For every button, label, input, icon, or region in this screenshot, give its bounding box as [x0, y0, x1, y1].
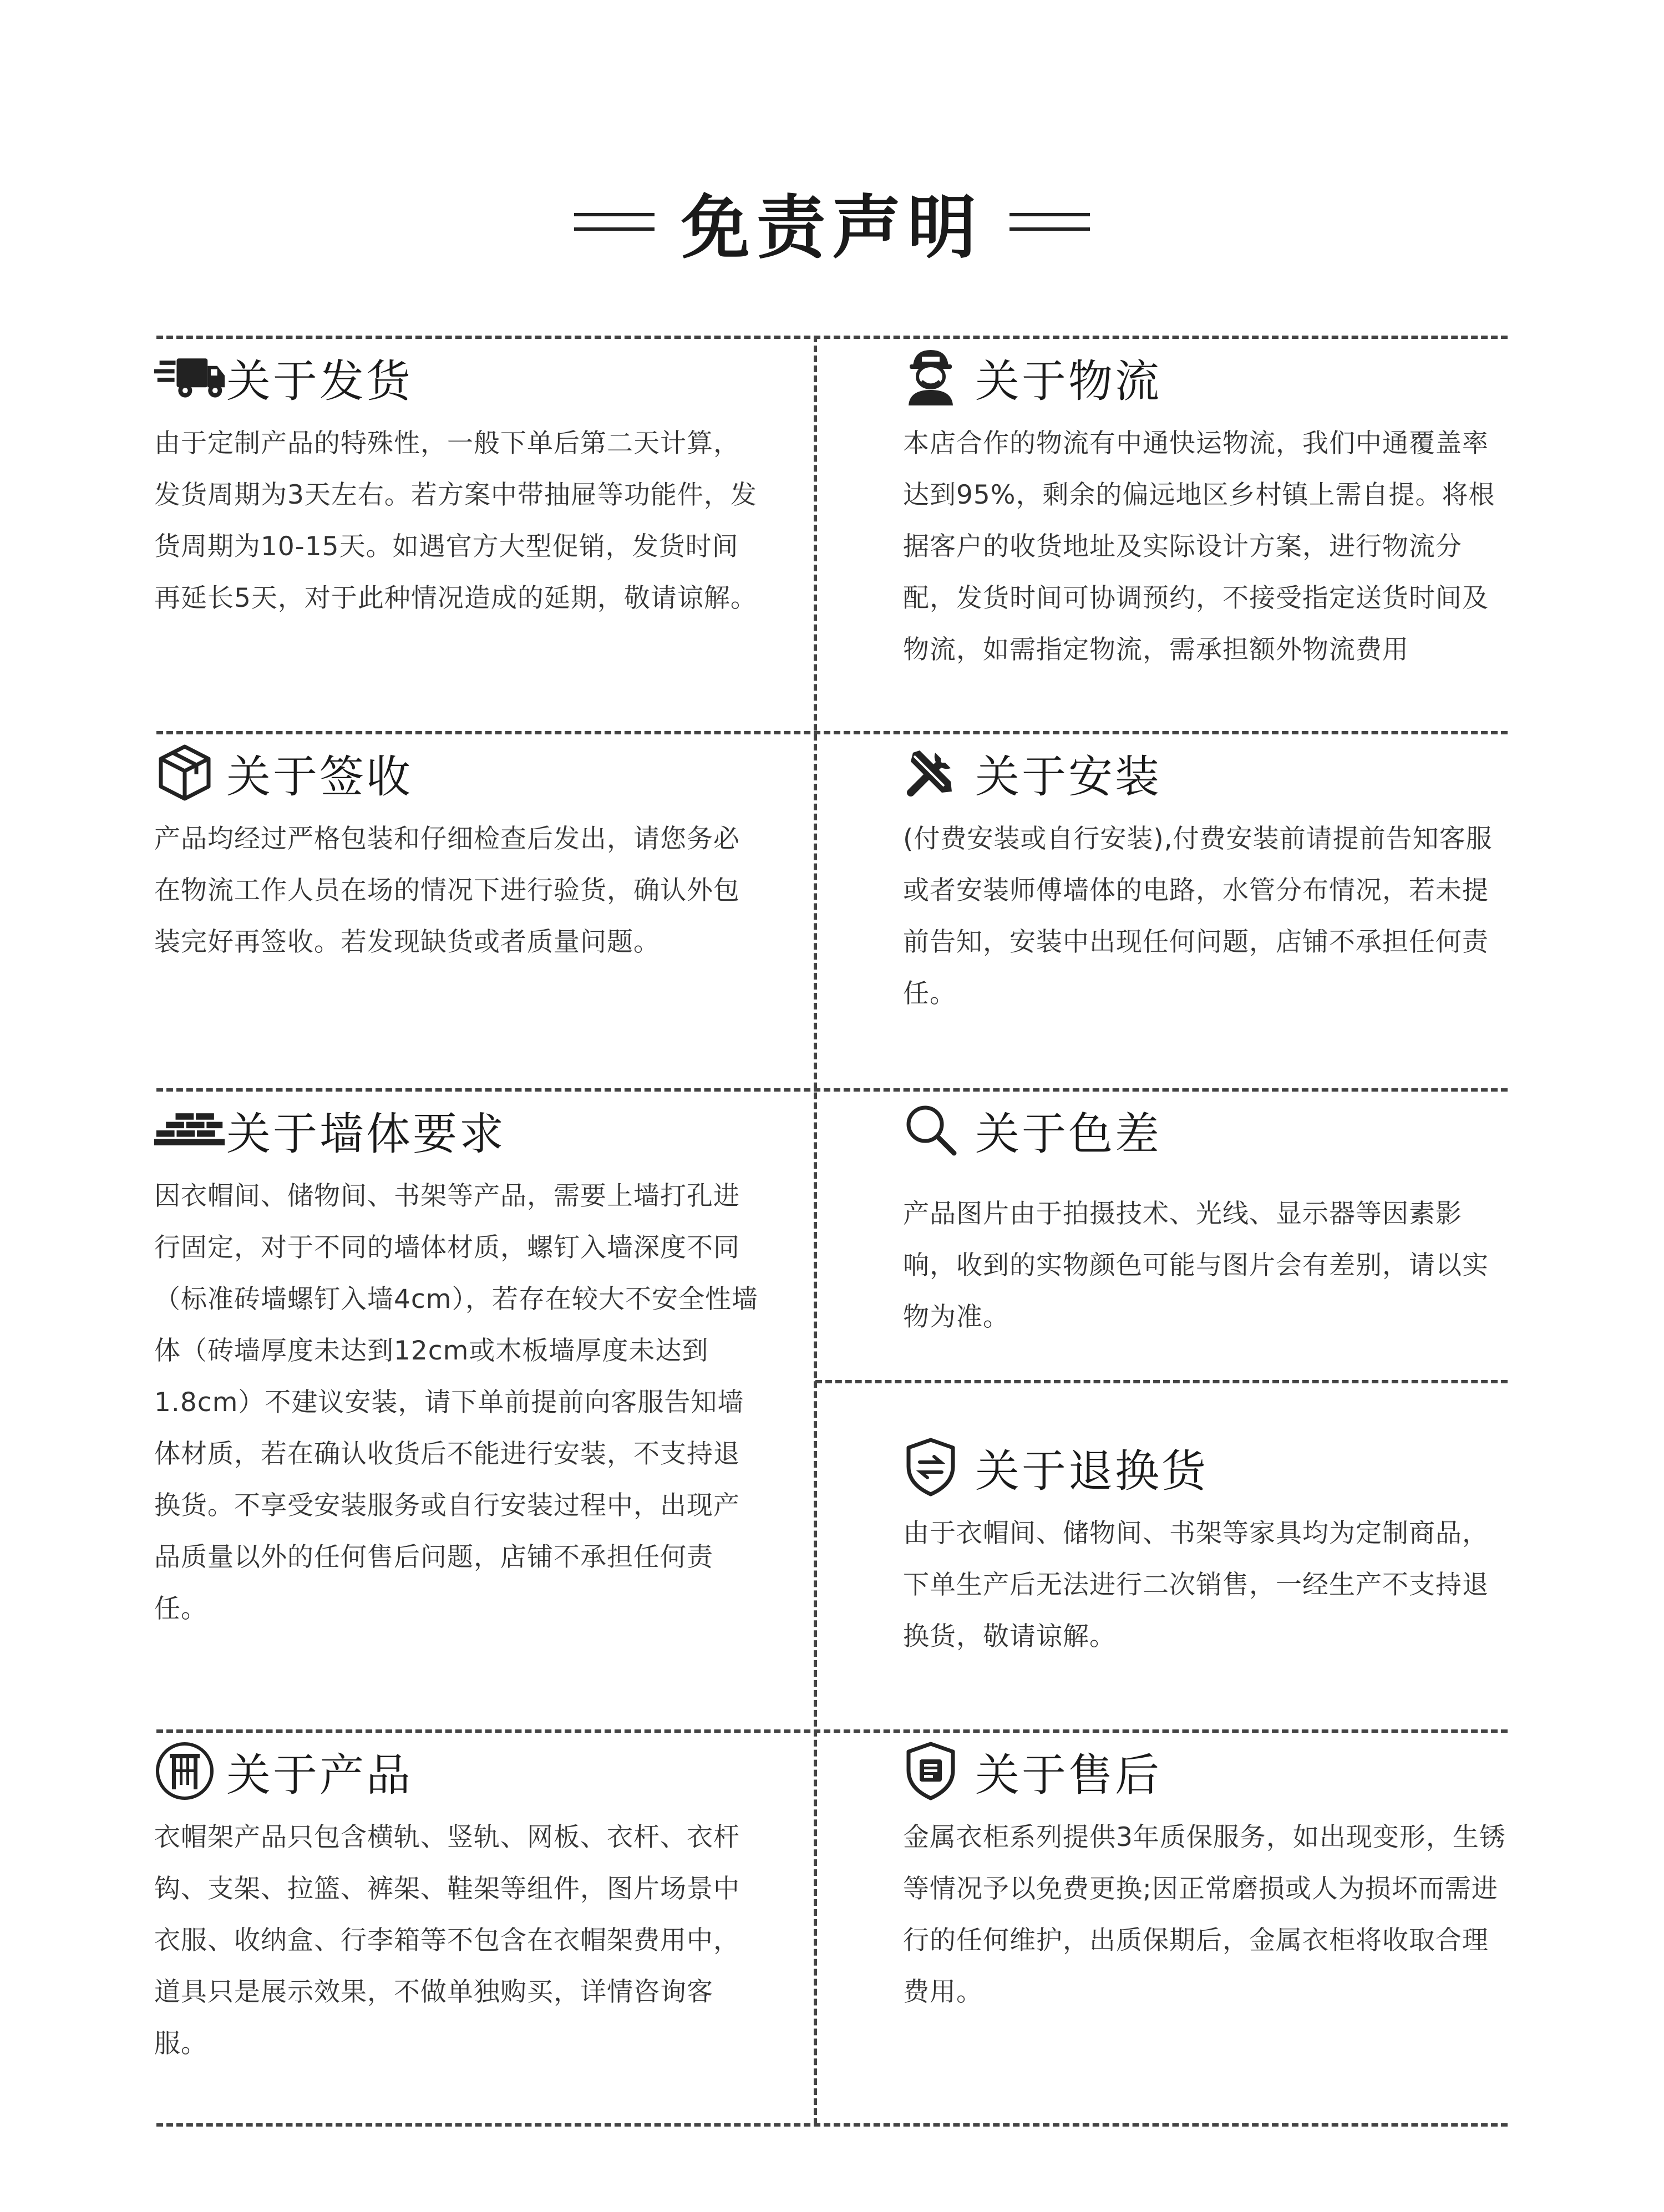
section-receipt [154, 737, 764, 968]
divider-row-4 [156, 1729, 1508, 1733]
section-color [903, 1094, 1513, 1343]
divider-right-mid [815, 1380, 1508, 1383]
section-logistics [903, 341, 1513, 676]
page-title: 免责声明 [681, 188, 983, 268]
section-body: 由于定制产品的特殊性，一般下单后第二天计算，发货周期为3天左右。若方案中带抽屉等功能件，发货周期为10-15天。如遇官方大型促销，发货时间再延长5天，对于此种情况造成的延期，敬请谅解。 [154, 428, 757, 613]
shield-service-icon [903, 1741, 975, 1802]
section-body: 产品均经过严格包装和仔细检查后发出，请您务必在物流工作人员在场的情况下进行验货，确认外包装完好再签收。若发现缺货或者质量问题。 [154, 824, 740, 957]
section-title: 关于售后 [975, 1749, 1161, 1801]
section-title: 关于墙体要求 [226, 1108, 506, 1160]
section-product [154, 1735, 764, 2069]
section-title: 关于物流 [975, 355, 1161, 407]
divider-row-2 [156, 731, 1508, 734]
section-body: 因衣帽间、储物间、书架等产品，需要上墙打孔进行固定，对于不同的墙体材质，螺钉入墙深度不同（标准砖墙螺钉入墙4cm），若存在较大不安全性墙体（砖墙厚度未达到12cm或木板墙厚度未达到1.8cm）不建议安装，请下单前提前向客服告知墙体材质，若在确认收货后不能进行安装，不支持退换货。不享受安装服务或自行安装过程中，出现产品质量以外的任何售后问题，店铺不承担任何责任。 [154, 1181, 759, 1624]
section-title: 关于退换货 [975, 1445, 1208, 1497]
section-body: 由于衣帽间、储物间、书架等家具均为定制商品，下单生产后无法进行二次销售，一经生产不支持退换货，敬请谅解。 [903, 1518, 1489, 1652]
section-installation [903, 737, 1513, 1019]
section-shipping [154, 341, 764, 624]
section-body: 本店合作的物流有中通快运物流，我们中通覆盖率达到95%，剩余的偏远地区乡村镇上需自提。将根据客户的收货地址及实际设计方案，进行物流分配，发货时间可协调预约，不接受指定送货时间及物流，如需指定物流，需承担额外物流费用 [903, 428, 1495, 665]
section-wall [154, 1094, 764, 1635]
brick-wall-icon [154, 1099, 226, 1160]
divider-column [814, 336, 817, 2125]
divider-row-3 [156, 1088, 1508, 1092]
shield-exchange-icon [903, 1437, 975, 1498]
section-body: 产品图片由于拍摄技术、光线、显示器等因素影响，收到的实物颜色可能与图片会有差别，请以实物为准。 [903, 1199, 1489, 1332]
section-aftersales [903, 1735, 1513, 2018]
tools-icon [903, 742, 975, 803]
divider-row-5 [156, 2123, 1508, 2127]
package-box-icon [154, 742, 226, 803]
section-body: 金属衣柜系列提供3年质保服务，如出现变形，生锈等情况予以免费更换;因正常磨损或人为损坏而需进行的任何维护，出质保期后，金属衣柜将收取合理费用。 [903, 1822, 1506, 2007]
section-title: 关于色差 [975, 1108, 1161, 1160]
section-body: (付费安装或自行安装),付费安装前请提前告知客服或者安装师傅墙体的电路，水管分布情况，若未提前告知，安装中出现任何问题，店铺不承担任何责任。 [903, 824, 1493, 1009]
section-returns [903, 1431, 1513, 1662]
section-title: 关于产品 [226, 1749, 413, 1801]
delivery-person-icon [903, 347, 975, 408]
delivery-truck-icon [154, 347, 226, 408]
section-title: 关于签收 [226, 750, 413, 803]
magnifier-icon [903, 1099, 975, 1160]
divider-row-1 [156, 336, 1508, 339]
section-body: 衣帽架产品只包含横轨、竖轨、网板、衣杆、衣杆钩、支架、拉篮、裤架、鞋架等组件，图片场景中衣服、收纳盒、行李箱等不包含在衣帽架费用中，道具只是展示效果，不做单独购买，详情咨询客服。 [154, 1822, 740, 2059]
section-title: 关于安装 [975, 750, 1161, 803]
page-header [0, 166, 1664, 277]
section-title: 关于发货 [226, 355, 413, 407]
wardrobe-rack-icon [154, 1741, 226, 1802]
